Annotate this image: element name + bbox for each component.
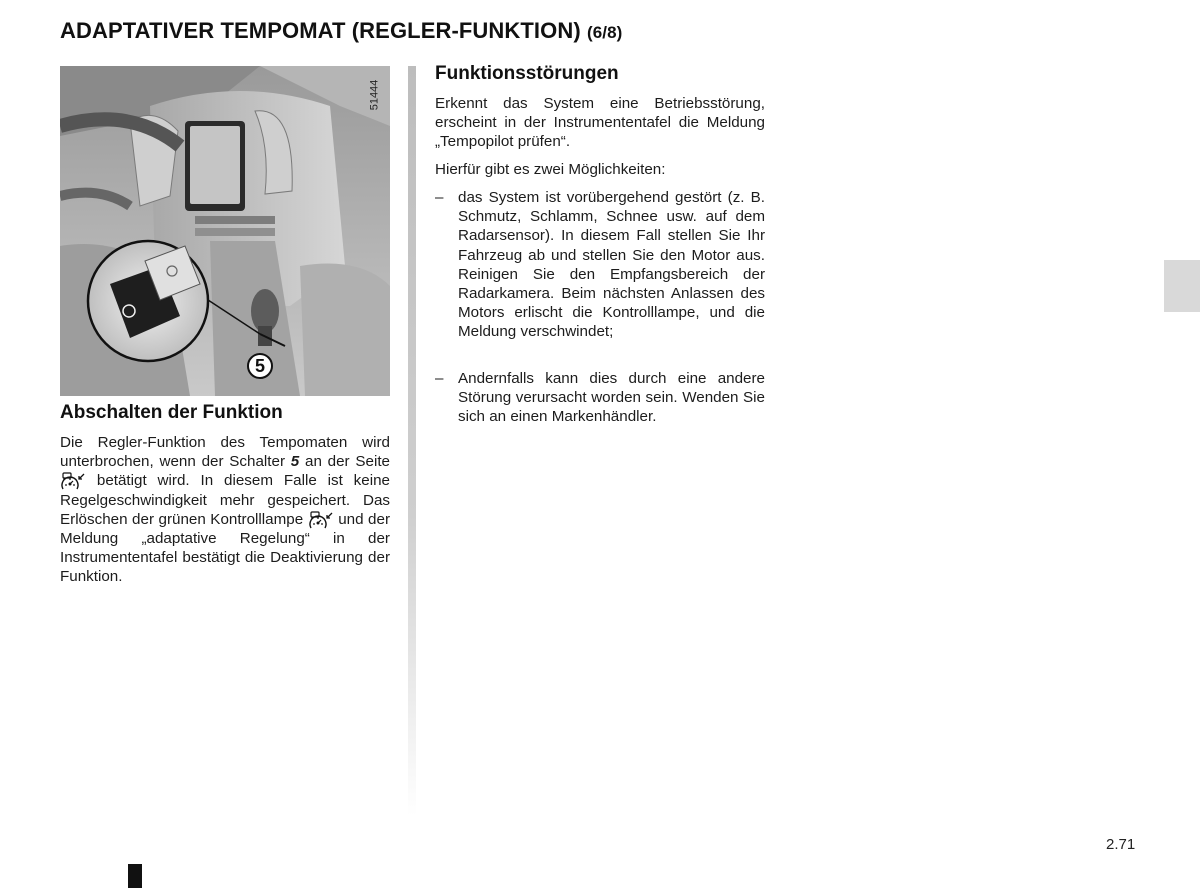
switch-reference: 5 (290, 453, 300, 471)
adaptive-cruise-control-icon (308, 511, 334, 529)
list-dash: – (435, 189, 444, 206)
deactivate-text-c: betätigt wird. In diesem Falle ist keine Regelgeschwindigkeit mehr gespeichert. Das Erlöschen der grünen Kontrolllampe (60, 472, 390, 528)
list-item-text: Andernfalls kann dies durch eine andere Störung verursacht worden sein. Wenden Sie sich an einen Markenhändler. (458, 370, 765, 426)
dashboard-illustration (60, 66, 390, 396)
page-title-text: ADAPTATIVER TEMPOMAT (REGLER-FUNKTION) (60, 18, 581, 43)
list-item (435, 188, 765, 342)
section-heading-malfunctions: Funktionsstörungen (435, 63, 619, 84)
dashboard-drawing (60, 66, 390, 396)
section-heading-deactivate: Abschalten der Funktion (60, 402, 283, 423)
column-divider-bar (408, 66, 416, 816)
list-dash: – (435, 370, 444, 387)
list-item (435, 369, 765, 427)
page-title (60, 18, 622, 44)
deactivate-text-b: an der Seite (299, 453, 391, 471)
figure-number (360, 70, 388, 120)
page-number: 2.71 (1106, 836, 1136, 853)
possibilities-paragraph: Hierfür gibt es zwei Möglichkeiten: (435, 161, 666, 178)
crop-mark (128, 864, 142, 888)
chapter-side-tab (1164, 260, 1200, 312)
figure-number-text: 51444 (368, 79, 380, 111)
deactivate-text-d: und der Meldung „adaptative Regelung“ in der Instrumententafel bestätigt die Deaktivierung der Funktion. (60, 510, 391, 586)
page-part: (6/8) (586, 23, 623, 42)
deactivate-paragraph (60, 433, 390, 587)
adaptive-cruise-control-icon (60, 472, 86, 490)
switch-callout-label: 5 (247, 353, 273, 379)
list-item-text: das System ist vorübergehend gestört (z. B. Schmutz, Schlamm, Schnee usw. auf dem Radarsensor). In diesem Fall stellen Sie Ihr Fahrzeug ab und stellen Sie den Motor aus. Reinigen Sie den Empfangsbereich der Radarkamera. Beim nächsten Anlassen des Motors erlischt die Kontrolllampe, und die Meldung verschwindet; (458, 189, 765, 341)
deactivate-text-a: Die Regler-Funktion des Tempomaten wird unterbrochen, wenn der Schalter (60, 434, 390, 471)
malfunction-paragraph: Erkennt das System eine Betriebsstörung, erscheint in der Instrumententafel die Meldung „Tempopilot prüfen“. (435, 95, 765, 151)
